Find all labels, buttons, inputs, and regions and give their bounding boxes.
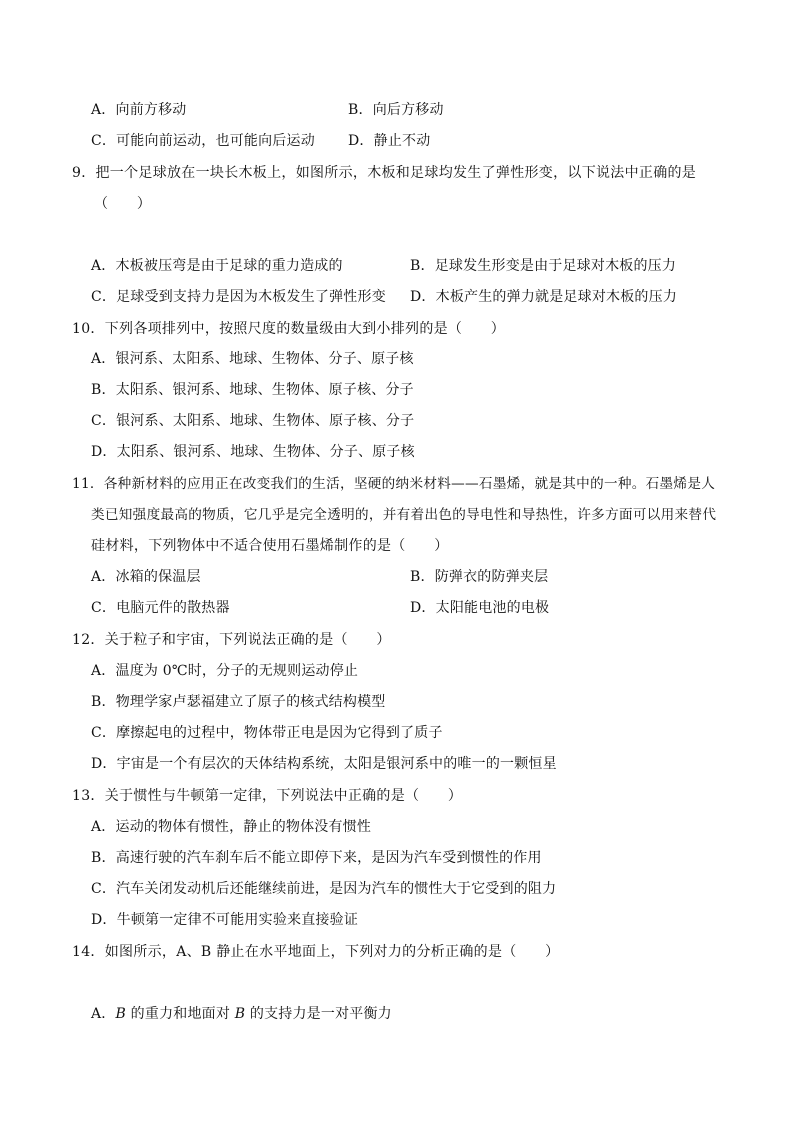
q13-option-d: D．牛顿第一定律不可能用实验来直接验证: [91, 912, 359, 928]
q8-option-c: C．可能向前运动，也可能向后运动: [91, 133, 315, 149]
q11-stem-line-1: 11．各种新材料的应用正在改变我们的生活，坚硬的纳米材料——石墨烯，就是其中的一种。石墨烯是人: [72, 476, 716, 492]
q9-option-a: A．木板被压弯是由于足球的重力造成的: [91, 258, 343, 274]
q12-option-b: B．物理学家卢瑟福建立了原子的核式结构模型: [91, 694, 386, 710]
q14-option-a-var-1: B: [115, 1006, 127, 1022]
q13-stem: 13．关于惯性与牛顿第一定律，下列说法中正确的是（ ）: [72, 788, 463, 804]
q11-stem-line-3: 硅材料，下列物体中不适合使用石墨烯制作的是（ ）: [91, 538, 449, 554]
q13-option-b: B．高速行驶的汽车刹车后不能立即停下来，是因为汽车受到惯性的作用: [91, 850, 542, 866]
q14-option-a-prefix: A．: [91, 1006, 116, 1022]
q13-option-a: A．运动的物体有惯性，静止的物体没有惯性: [91, 819, 372, 835]
q8-option-d: D．静止不动: [348, 133, 431, 149]
q14-option-a: [91, 1005, 392, 1023]
q9-option-c: C．足球受到支持力是因为木板发生了弹性形变: [91, 289, 386, 305]
q8-option-b: B．向后方移动: [348, 102, 444, 118]
q8-option-a: A．向前方移动: [91, 102, 187, 118]
q12-option-a: A．温度为 0℃时，分子的无规则运动停止: [91, 663, 359, 679]
q10-option-c: C．银河系、太阳系、地球、生物体、原子核、分子: [91, 413, 415, 429]
q11-option-b: B．防弹衣的防弹夹层: [410, 569, 549, 585]
q10-option-a: A．银河系、太阳系、地球、生物体、分子、原子核: [91, 351, 414, 367]
q9-stem: 9．把一个足球放在一块长木板上，如图所示，木板和足球均发生了弹性形变，以下说法中正确的是: [72, 165, 697, 181]
q14-stem: 14．如图所示，A、B 静止在水平地面上，下列对力的分析正确的是（ ）: [72, 944, 560, 960]
q11-option-d: D．太阳能电池的电极: [410, 600, 550, 616]
q12-option-c: C．摩擦起电的过程中，物体带正电是因为它得到了质子: [91, 725, 443, 741]
q9-option-d: D．木板产生的弹力就是足球对木板的压力: [410, 289, 678, 305]
q10-option-d: D．太阳系、银河系、地球、生物体、分子、原子核: [91, 444, 415, 460]
q9-option-b: B．足球发生形变是由于足球对木板的压力: [410, 258, 677, 274]
q11-option-a: A．冰箱的保温层: [91, 569, 201, 585]
q11-stem-line-2: 类已知强度最高的物质，它几乎是完全透明的，并有着出色的导电性和导热性，许多方面可以用来替代: [91, 507, 717, 523]
q12-option-d: D．宇宙是一个有层次的天体结构系统，太阳是银河系中的唯一的一颗恒星: [91, 756, 557, 772]
q14-option-a-var-2: B: [234, 1006, 246, 1022]
q14-option-a-suffix: 的支持力是一对平衡力: [245, 1006, 392, 1022]
q13-option-c: C．汽车关闭发动机后还能继续前进，是因为汽车的惯性大于它受到的阻力: [91, 881, 557, 897]
q11-option-c: C．电脑元件的散热器: [91, 600, 230, 616]
q12-stem: 12．关于粒子和宇宙，下列说法正确的是（ ）: [72, 632, 391, 648]
q10-stem: 10．下列各项排列中，按照尺度的数量级由大到小排列的是（ ）: [72, 321, 506, 337]
q14-option-a-mid: 的重力和地面对: [126, 1006, 235, 1022]
q10-option-b: B．太阳系、银河系、地球、生物体、原子核、分子: [91, 382, 414, 398]
q9-answer-blank: （ ）: [94, 196, 152, 212]
